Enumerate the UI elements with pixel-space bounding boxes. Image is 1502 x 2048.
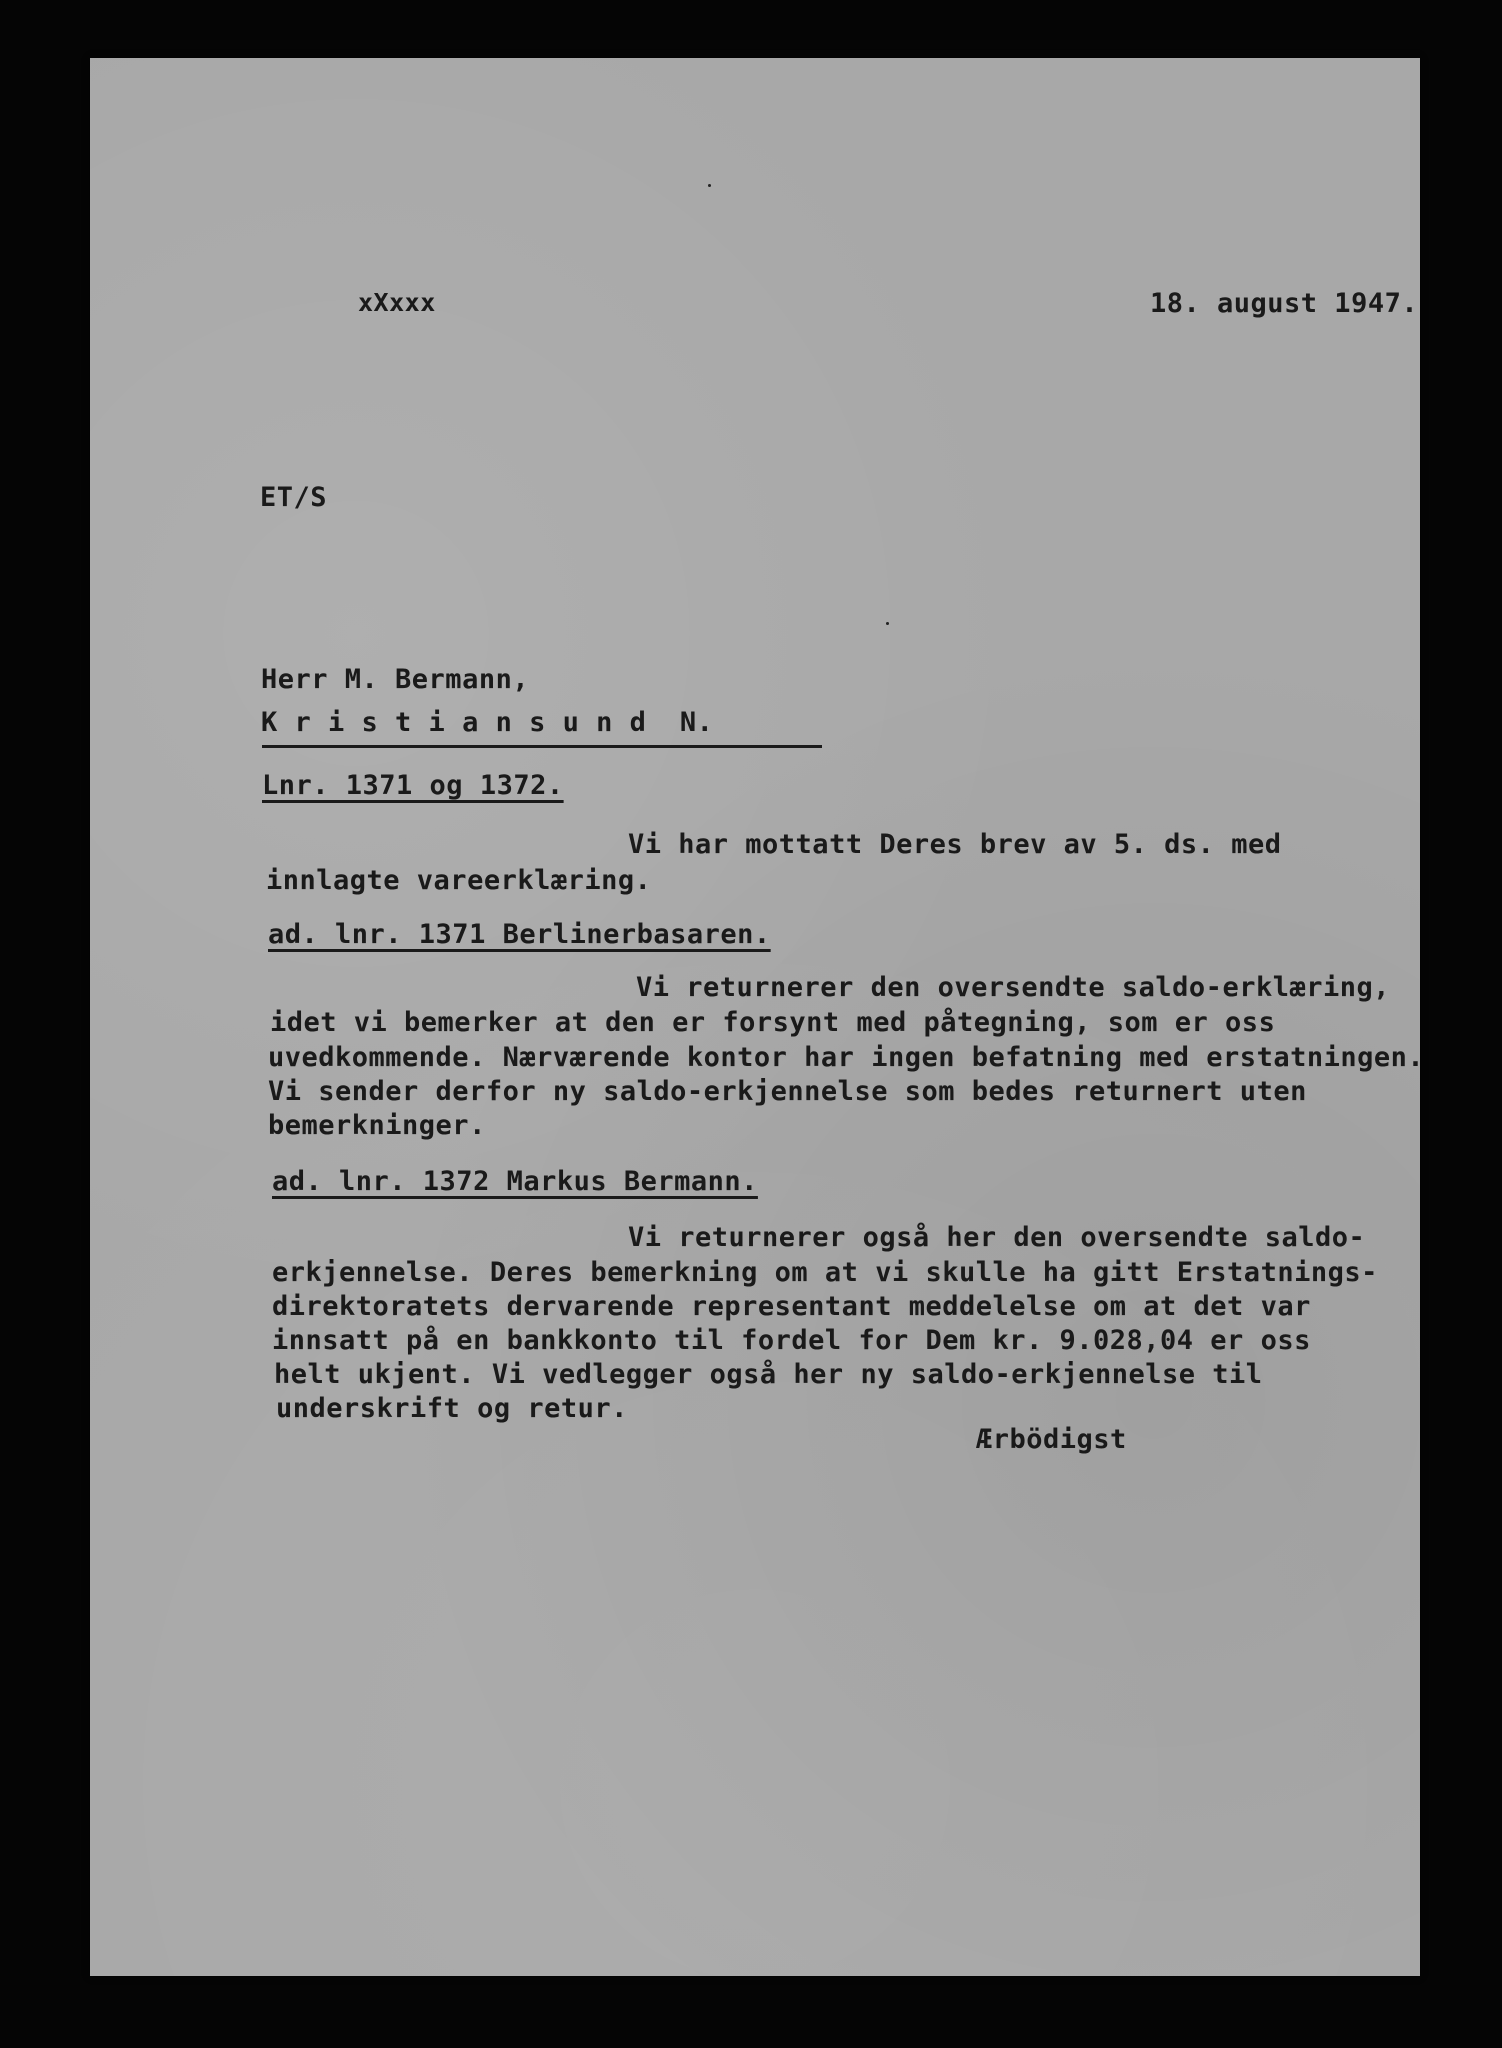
sender-initials: ET/S bbox=[260, 482, 328, 513]
section1-line-2: idet vi bemerker at den er forsynt med påtegning, som er oss bbox=[270, 1007, 1276, 1038]
recipient-name: Herr M. Bermann, bbox=[261, 664, 530, 695]
intro-line-2: innlagte vareerklæring. bbox=[266, 865, 652, 896]
letter-date: 18. august 1947. bbox=[1150, 288, 1419, 319]
section2-line-3: direktoratets dervarende representant meddelelse om at det var bbox=[272, 1291, 1311, 1322]
closing-salutation: Ærbödigst bbox=[976, 1424, 1127, 1455]
intro-line-1: Vi har mottatt Deres brev av 5. ds. med bbox=[628, 829, 1282, 860]
section2-line-5: helt ukjent. Vi vedlegger også her ny saldo-erkjennelse til bbox=[274, 1359, 1263, 1390]
section1-line-5: bemerkninger. bbox=[268, 1110, 486, 1141]
section1-line-1: Vi returnerer den oversendte saldo-erklæring, bbox=[636, 972, 1390, 1003]
section2-heading: ad. lnr. 1372 Markus Bermann. bbox=[272, 1166, 758, 1197]
section2-line-6: underskrift og retur. bbox=[276, 1393, 628, 1424]
paper-speck bbox=[886, 622, 889, 625]
letter-page bbox=[90, 58, 1425, 1976]
section1-line-4: Vi sender derfor ny saldo-erkjennelse som bedes returnert uten bbox=[268, 1076, 1307, 1107]
section2-line-2: erkjennelse. Deres bemerkning om at vi skulle ha gitt Erstatnings- bbox=[272, 1257, 1378, 1288]
section2-line-4: innsatt på en bankkonto til fordel for Dem kr. 9.028,04 er oss bbox=[272, 1325, 1311, 1356]
paper-speck bbox=[708, 184, 711, 187]
section2-line-1: Vi returnerer også her den oversendte saldo- bbox=[628, 1222, 1366, 1253]
subject-line: Lnr. 1371 og 1372. bbox=[262, 770, 564, 801]
recipient-place: K r i s t i a n s u n d N. bbox=[261, 707, 714, 738]
reference-mark: xXxxx bbox=[358, 288, 436, 317]
section1-heading: ad. lnr. 1371 Berlinerbasaren. bbox=[268, 919, 771, 950]
section1-line-3: uvedkommende. Nærværende kontor har ingen befatning med erstatningen. bbox=[268, 1042, 1425, 1073]
address-underline bbox=[262, 745, 822, 748]
